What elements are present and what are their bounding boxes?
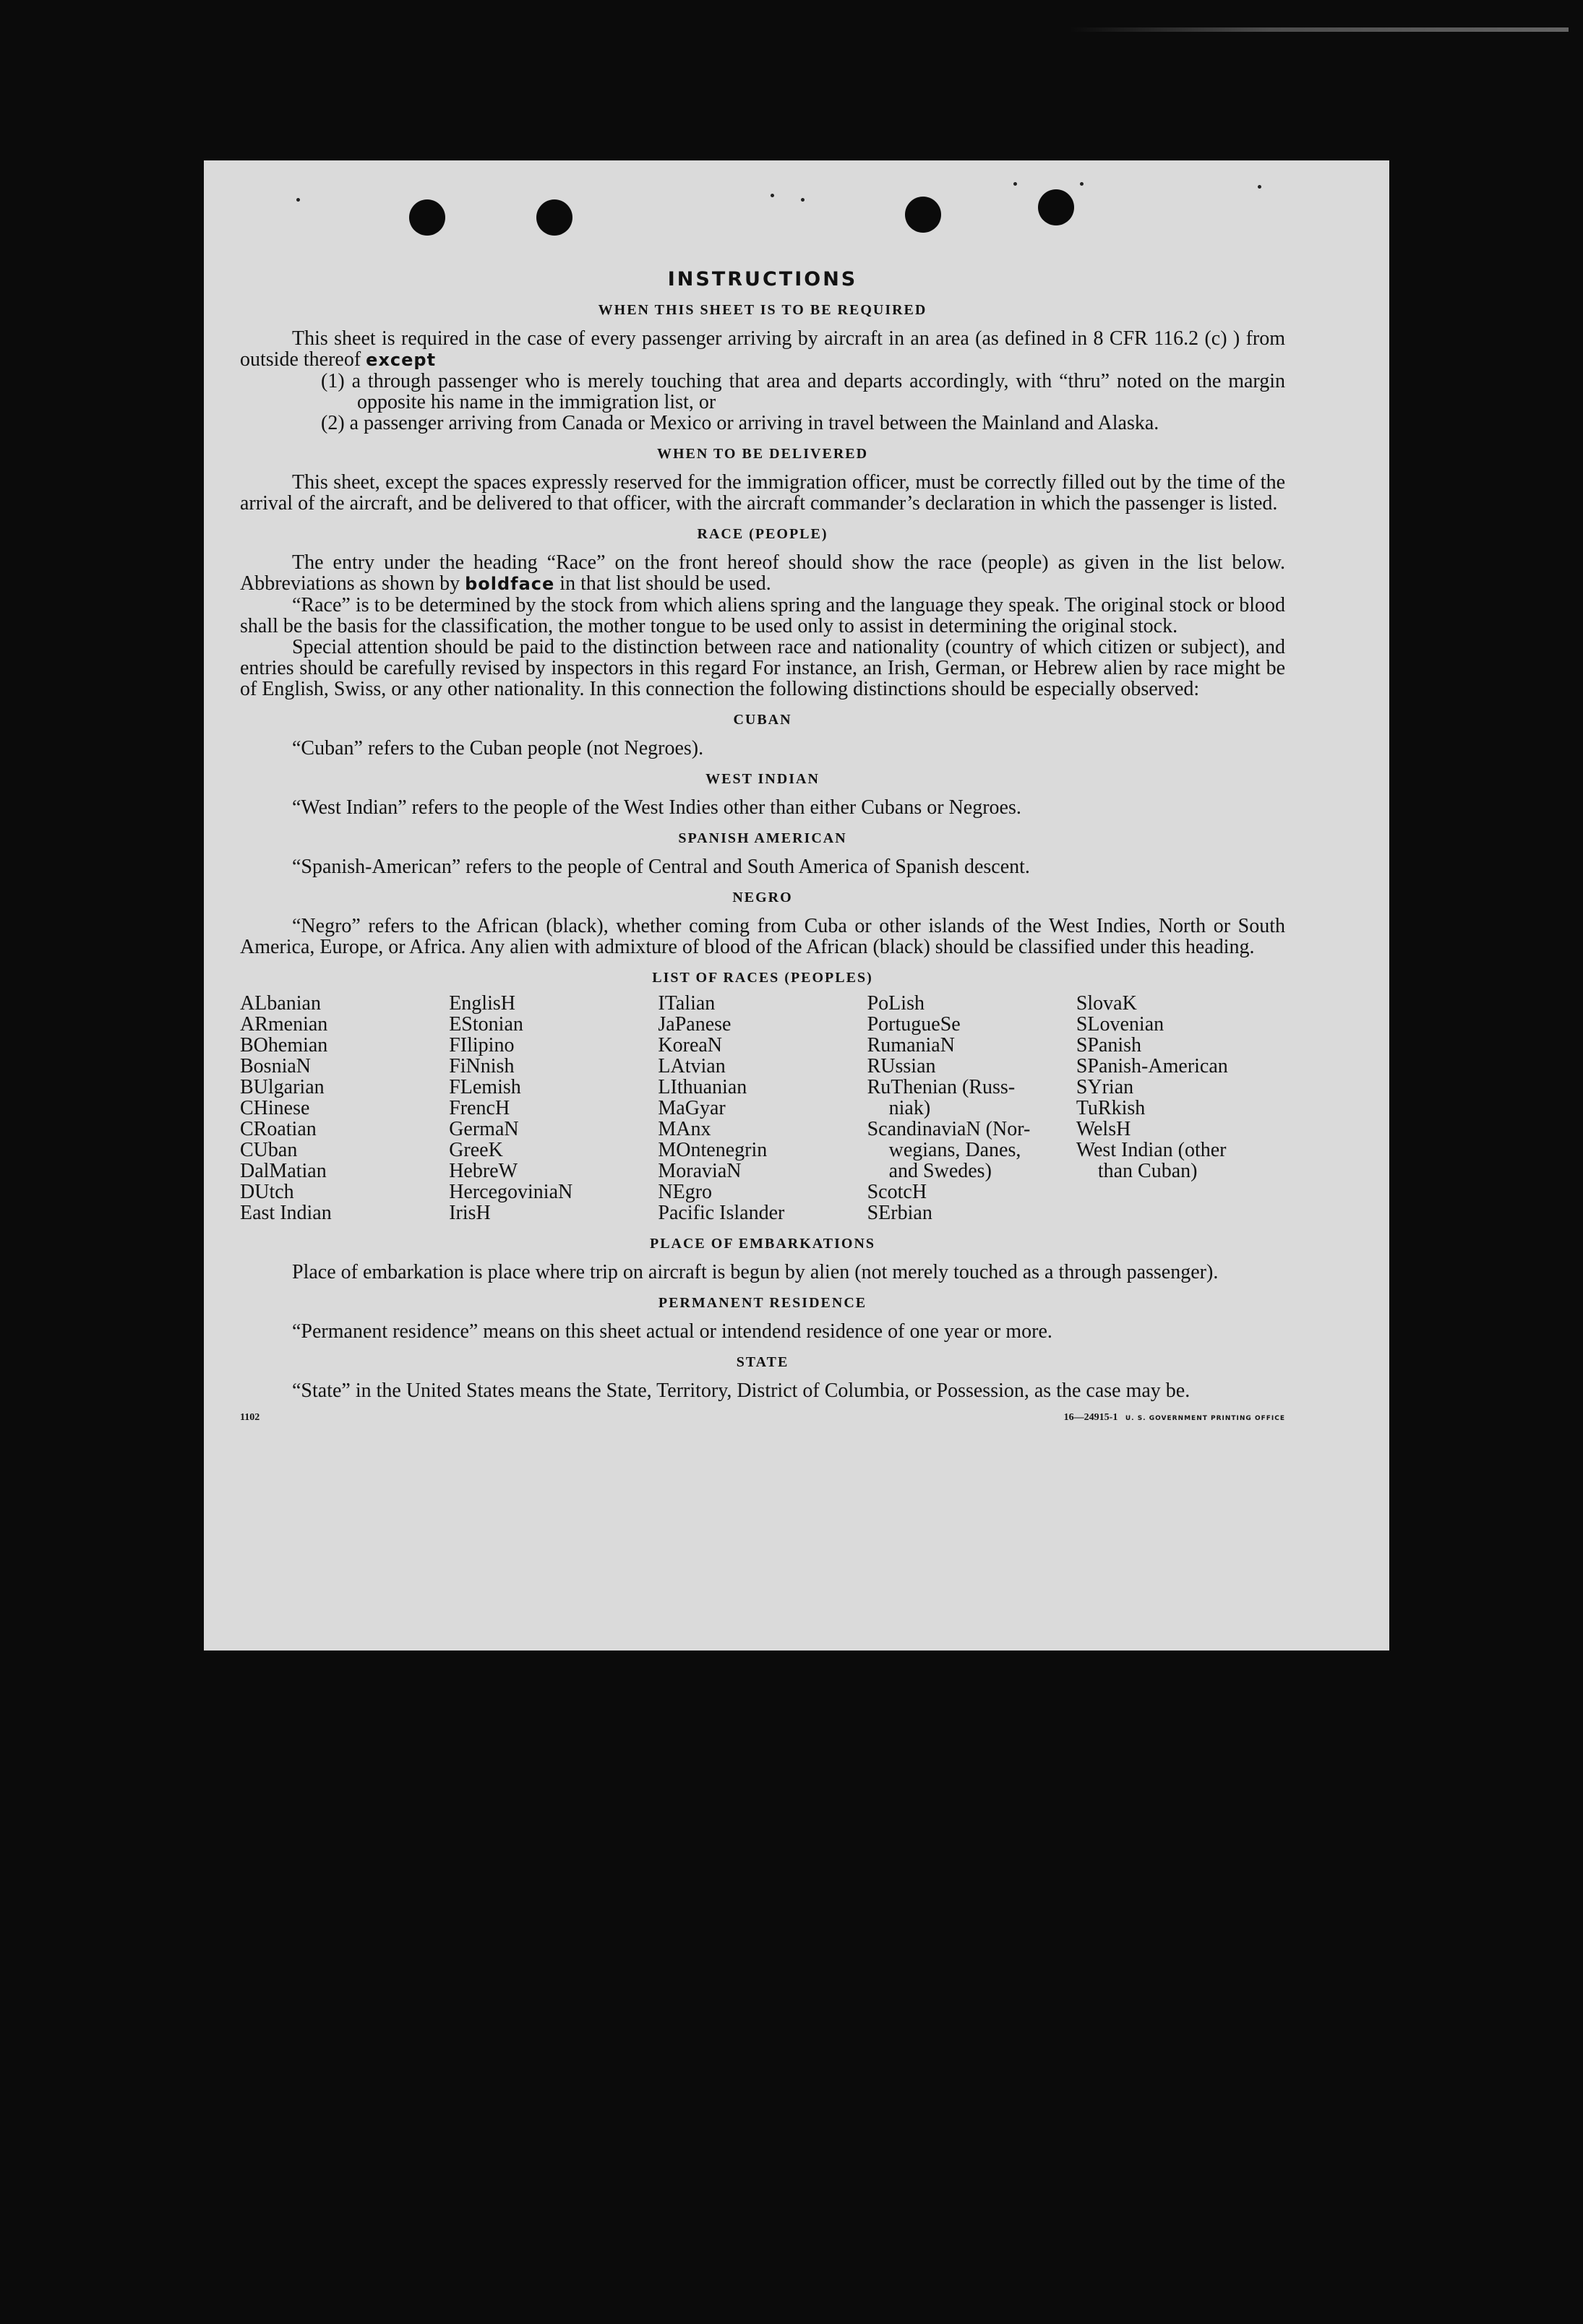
race-list-item: than Cuban) [1097, 1160, 1198, 1182]
race-list-item: MAnx [658, 1118, 711, 1140]
paragraph-race-entry: The entry under the heading “Race” on the front hereof should show the race (people) as given in the list below. Abbreviations as shown by boldface in that list should be used. [240, 551, 1285, 595]
punch-hole [536, 199, 572, 236]
race-list-item: MOntenegrin [658, 1139, 768, 1161]
document-sheet [204, 160, 1389, 1651]
race-list-item: WelsH [1076, 1118, 1131, 1140]
race-list-item: BOhemian [240, 1034, 328, 1056]
race-list-item: TuRkish [1076, 1097, 1146, 1119]
paragraph-race-definition: “Race” is to be determined by the stock from which aliens spring and the language they speak. The original stock or blood shall be the basis for the classification, the mother tongue to be used only to assist in determining the original stock. [240, 594, 1285, 637]
race-list-item: FLemish [449, 1076, 521, 1098]
heading-when-delivered: WHEN TO BE DELIVERED [656, 446, 869, 462]
race-list-item: PoLish [867, 992, 925, 1015]
race-list-item: EnglisH [449, 992, 515, 1015]
paragraph-spanish-american: “Spanish-American” refers to the people of Central and South America of Spanish descent. [292, 856, 1030, 878]
race-column [449, 993, 658, 1223]
race-list-item: ScotcH [867, 1181, 927, 1203]
footer-print-info [1064, 1407, 1285, 1429]
printer-name: U. S. GOVERNMENT PRINTING OFFICE [1125, 1415, 1285, 1422]
race-list-item: FIlipino [449, 1034, 515, 1056]
race-column [240, 993, 449, 1223]
print-code: 16—24915-1 [1063, 1412, 1118, 1423]
paragraph-cuban: “Cuban” refers to the Cuban people (not Negroes). [292, 737, 704, 759]
race-list-item: PortugueSe [867, 1013, 961, 1036]
race-list-item: ALbanian [240, 992, 321, 1015]
heading-when-required: WHEN THIS SHEET IS TO BE REQUIRED [598, 302, 927, 318]
page-title: INSTRUCTIONS [667, 268, 858, 290]
race-list-item: IrisH [449, 1202, 491, 1224]
race-list-item: FiNnish [449, 1055, 515, 1077]
race-list [240, 993, 1285, 1223]
heading-permanent-residence: PERMANENT RESIDENCE [658, 1295, 867, 1311]
race-list-item: CHinese [240, 1097, 310, 1119]
paragraph-embarkation: Place of embarkation is place where trip on aircraft is begun by alien (not merely touched as a through passenger). [292, 1261, 1219, 1283]
race-list-item: RumaniaN [867, 1034, 955, 1056]
race-list-item: ScandinaviaN (Nor- [867, 1118, 1031, 1140]
race-list-item: BUlgarian [240, 1076, 325, 1098]
race-list-item: KoreaN [658, 1034, 723, 1056]
list-item-through-passenger: (1) a through passenger who is merely touching that area and departs accordingly, with “thru” noted on the margin opposite his name in the immigration list, or [321, 370, 1285, 413]
race-list-item: niak) [888, 1097, 931, 1119]
paragraph-when-delivered: This sheet, except the spaces expressly reserved for the immigration officer, must be correctly filled out by the time of the arrival of the aircraft, and be delivered to that officer, with the aircraft commander’s declaration in which the passenger is listed. [240, 471, 1285, 515]
punch-hole [905, 197, 941, 233]
scan-edge-artifact [1070, 27, 1569, 32]
race-list-item: HebreW [449, 1160, 518, 1182]
punch-hole [409, 199, 445, 236]
paragraph-permanent-residence: “Permanent residence” means on this sheet actual or intendend residence of one year or more. [292, 1320, 1052, 1343]
paragraph-west-indian: “West Indian” refers to the people of the West Indies other than either Cubans or Negroes. [292, 796, 1021, 819]
paragraph-race-nationality: Special attention should be paid to the distinction between race and nationality (country of which citizen or subject), and entries should be carefully revised by inspectors in this regard For instance, an Irish, German, or Hebrew alien by race might be of English, Swiss, or any other nationality. In this connection the following distinctions should be especially observed: [240, 636, 1285, 700]
race-list-item: LIthuanian [658, 1076, 747, 1098]
race-list-item: FrencH [449, 1097, 510, 1119]
race-list-item: SLovenian [1076, 1013, 1164, 1036]
paragraph-when-required: This sheet is required in the case of every passenger arriving by aircraft in an area (as defined in 8 CFR 116.2 (c) ) from outside thereof except [240, 327, 1285, 371]
race-list-item: CUban [240, 1139, 298, 1161]
heading-embarkation: PLACE OF EMBARKATIONS [649, 1236, 876, 1252]
race-list-item: LAtvian [658, 1055, 726, 1077]
race-column [867, 993, 1076, 1223]
race-list-item: DUtch [240, 1181, 294, 1203]
race-list-item: ITalian [658, 992, 716, 1015]
heading-west-indian: WEST INDIAN [705, 771, 820, 787]
paragraph-negro: “Negro” refers to the African (black), whether coming from Cuba or other islands of the West Indies, North or South America, Europe, or Africa. Any alien with admixture of blood of the African (black) should be classified under this heading. [240, 915, 1285, 958]
race-list-item: and Swedes) [888, 1160, 992, 1182]
race-list-item: SYrian [1076, 1076, 1134, 1098]
race-list-item: NEgro [658, 1181, 713, 1203]
form-number: 1102 [240, 1412, 260, 1423]
heading-spanish-american: SPANISH AMERICAN [678, 830, 847, 846]
race-list-item: SPanish [1076, 1034, 1142, 1056]
race-list-item: SErbian [867, 1202, 932, 1224]
race-list-item: GermaN [449, 1118, 519, 1140]
list-item-canada-mexico: (2) a passenger arriving from Canada or Mexico or arriving in travel between the Mainland and Alaska. [321, 412, 1159, 434]
race-list-item: ARmenian [240, 1013, 328, 1036]
bold-boldface: boldface [465, 574, 555, 594]
heading-list-of-races: LIST OF RACES (PEOPLES) [652, 970, 873, 986]
race-list-item: Pacific Islander [658, 1202, 785, 1224]
paragraph-state: “State” in the United States means the State, Territory, District of Columbia, or Possession, as the case may be. [292, 1380, 1191, 1402]
race-list-item: GreeK [449, 1139, 503, 1161]
bold-except: except [366, 350, 437, 370]
race-list-item: DalMatian [240, 1160, 327, 1182]
punch-hole [1038, 189, 1074, 225]
race-column [658, 993, 867, 1223]
race-list-item: MoraviaN [658, 1160, 742, 1182]
race-list-item: SPanish-American [1076, 1055, 1228, 1077]
race-list-item: EStonian [449, 1013, 523, 1036]
race-list-item: West Indian (other [1076, 1139, 1227, 1161]
race-list-item: MaGyar [658, 1097, 726, 1119]
race-column [1076, 993, 1285, 1223]
race-list-item: RuThenian (Russ- [867, 1076, 1016, 1098]
race-list-item: SlovaK [1076, 992, 1137, 1015]
race-list-item: HercegoviniaN [449, 1181, 573, 1203]
race-list-item: RUssian [867, 1055, 936, 1077]
race-list-item: CRoatian [240, 1118, 317, 1140]
race-list-item: East Indian [240, 1202, 332, 1224]
heading-state: STATE [736, 1354, 789, 1370]
instructions-body [240, 269, 1285, 1429]
race-list-item: BosniaN [240, 1055, 311, 1077]
heading-negro: NEGRO [732, 890, 793, 905]
page-footer [240, 1407, 1285, 1429]
race-list-item: wegians, Danes, [888, 1139, 1021, 1161]
race-list-item: JaPanese [658, 1013, 732, 1036]
heading-race: RACE (PEOPLE) [697, 526, 828, 542]
heading-cuban: CUBAN [733, 712, 792, 728]
